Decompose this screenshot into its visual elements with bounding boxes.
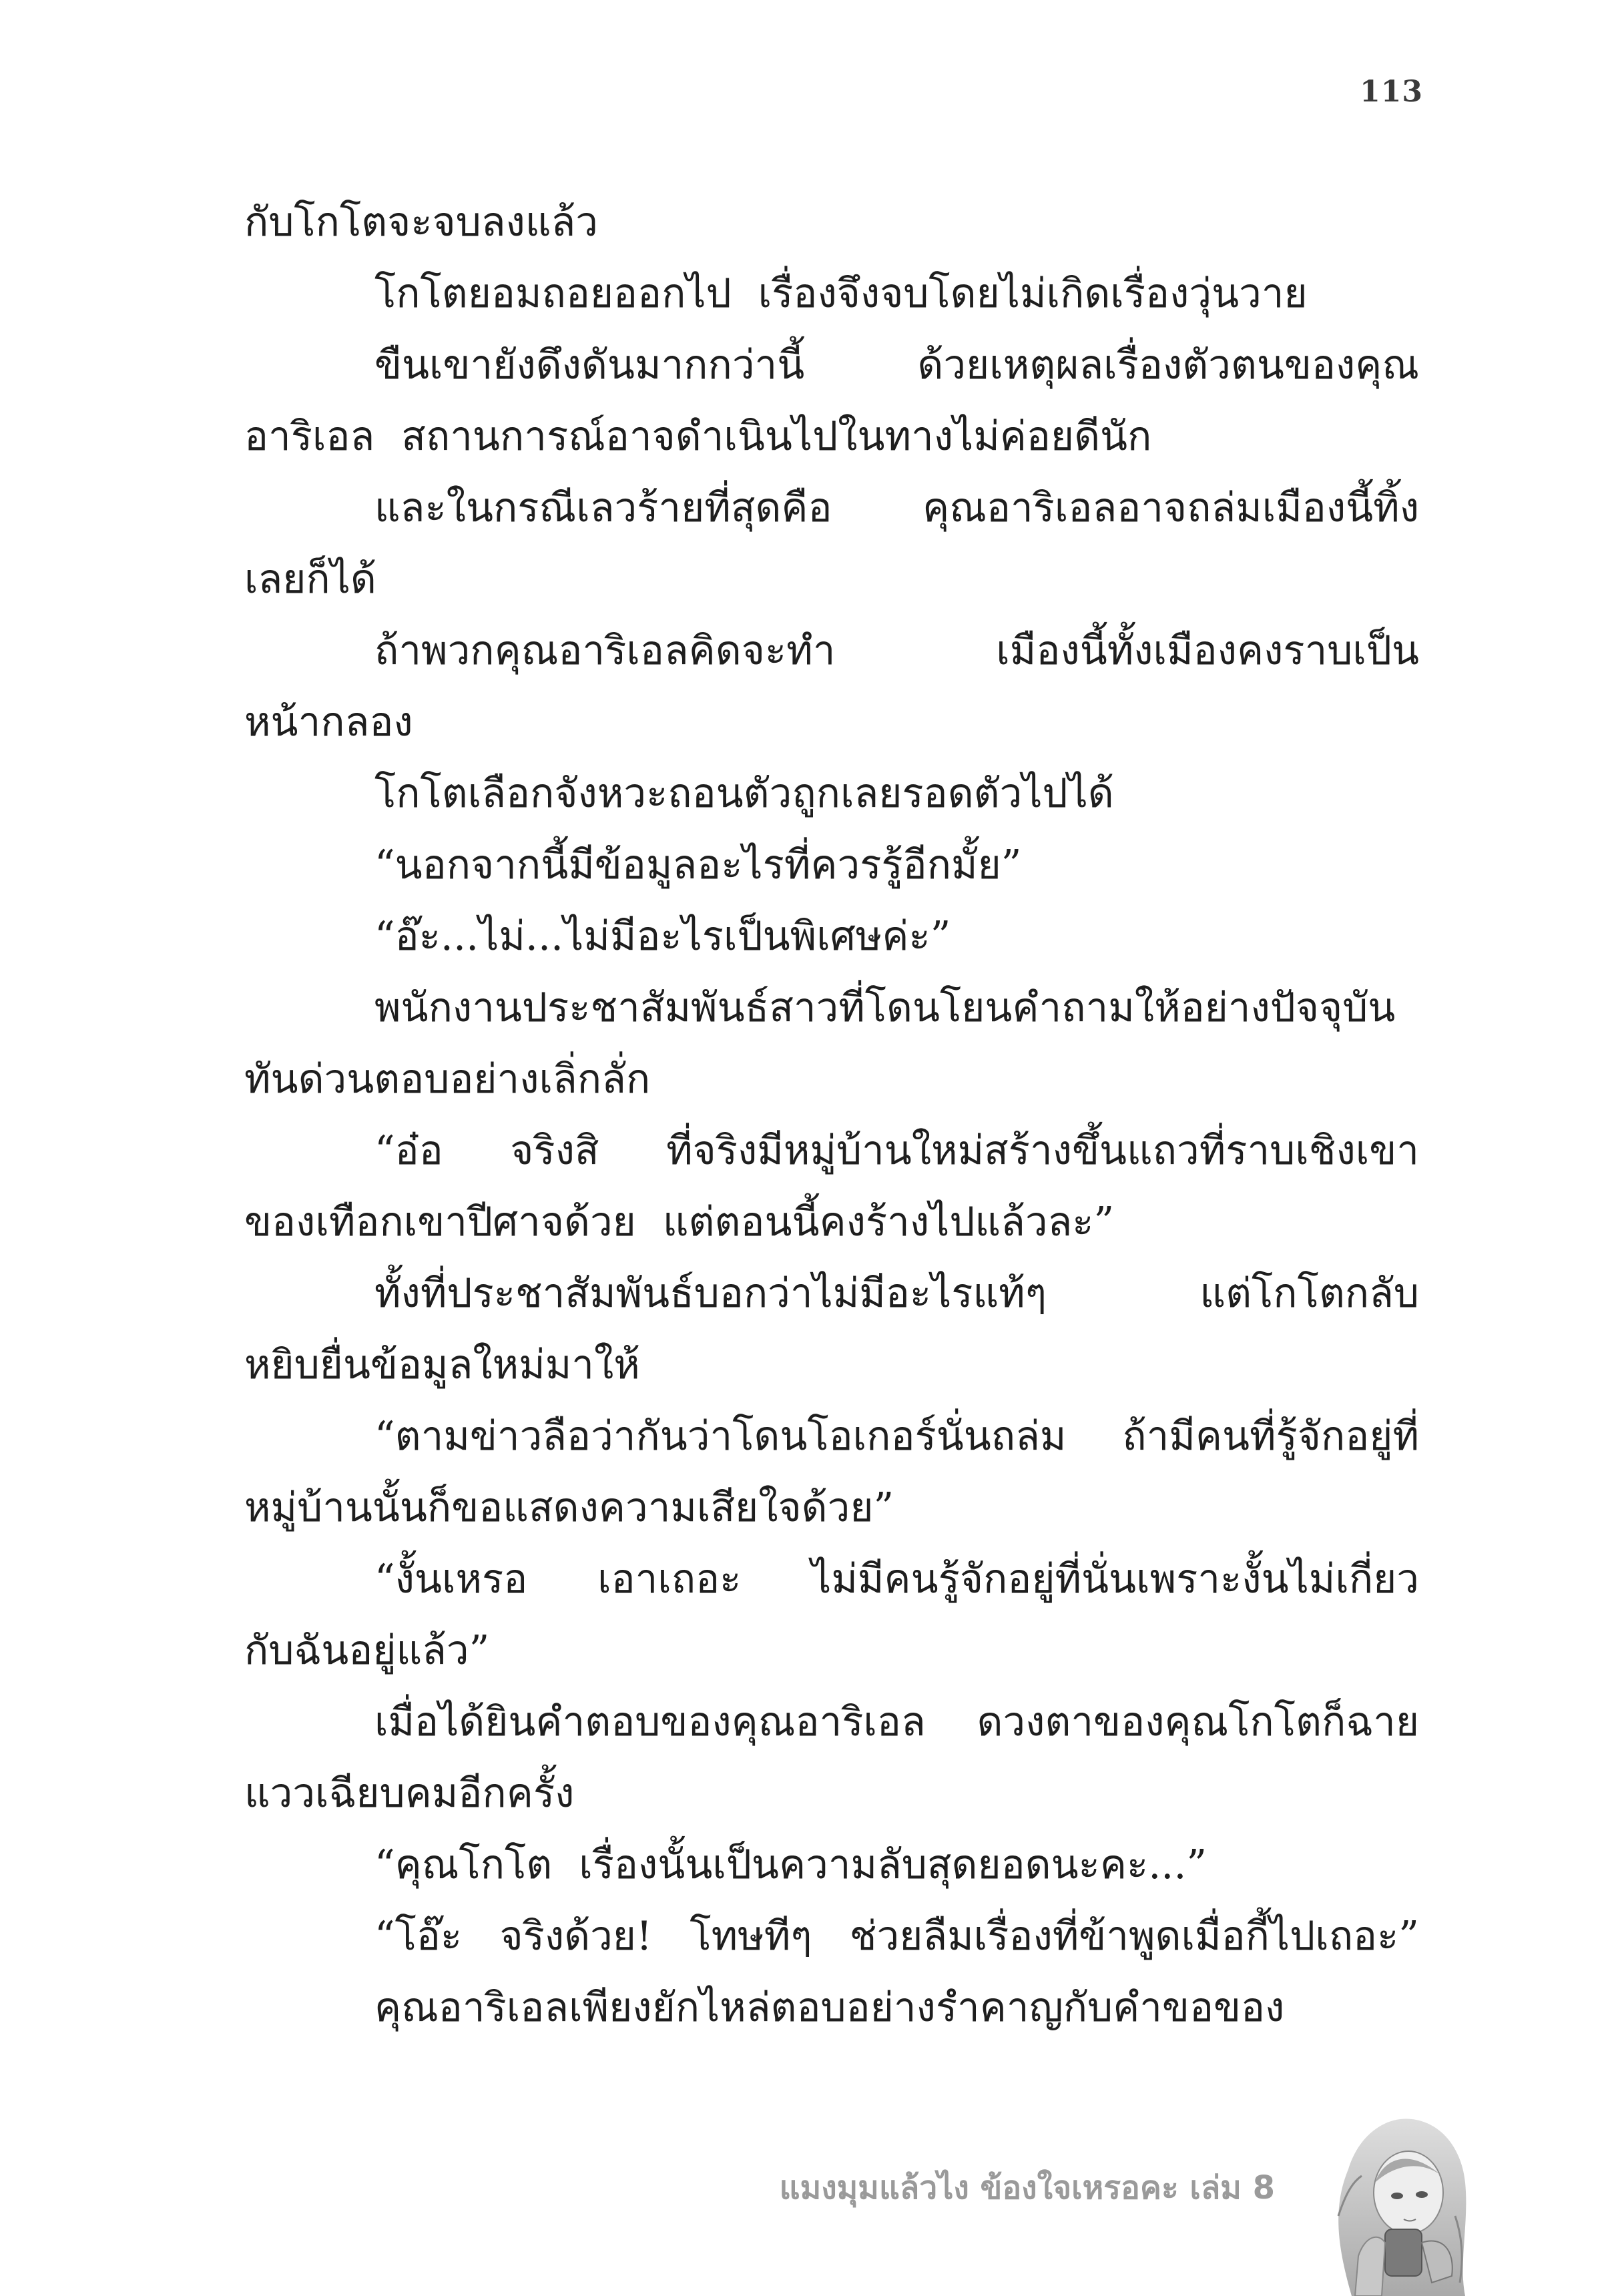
text-segment: แววเฉียบคมอีกครั้ง: [244, 1770, 575, 1817]
text-line: [244, 1758, 1419, 1829]
text-line: [244, 401, 1419, 473]
text-segment: ขืนเขายังดึงดันมากกว่านี้: [374, 342, 805, 388]
text-line: [244, 1044, 1419, 1115]
body-text: [244, 187, 1419, 2044]
text-line: [244, 972, 1419, 1044]
text-segment: ด้วยเหตุผลเรื่องตัวตนของคุณ: [917, 342, 1419, 388]
text-segment: เอาเถอะ: [597, 1556, 742, 1603]
text-segment: พนักงานประชาสัมพันธ์สาวที่โดนโยนคำถามให้อย่างปัจจุบัน: [374, 984, 1396, 1031]
text-segment: จริงด้วย!: [499, 1913, 653, 1960]
text-segment: “งั้นเหรอ: [374, 1556, 528, 1603]
text-segment: คุณอาริเอลเพียงยักไหล่ตอบอย่างรำคาญกับคำขอของ: [374, 1984, 1285, 2031]
text-line: [244, 687, 1419, 758]
text-segment: ทั้งที่ประชาสัมพันธ์บอกว่าไม่มีอะไรแท้ๆ: [374, 1270, 1047, 1317]
text-segment: คุณอาริเอลอาจถล่มเมืองนี้ทิ้ง: [922, 485, 1419, 531]
text-line: [244, 187, 1419, 258]
text-segment: “นอกจากนี้มีข้อมูลอะไรที่ควรรู้อีกมั้ย”: [374, 842, 1022, 888]
text-segment: หยิบยื่นข้อมูลใหม่มาให้: [244, 1342, 640, 1388]
text-line: [244, 1615, 1419, 1687]
text-segment: “ตามข่าวลือว่ากันว่าโดนโอเกอร์นั่นถล่ม: [374, 1413, 1067, 1460]
text-line: [244, 1330, 1419, 1401]
running-footer-title: แมงมุมแล้วไง ข้องใจเหรอคะ เล่ม 8: [779, 2169, 1275, 2207]
text-segment: กับฉันอยู่แล้ว”: [244, 1627, 490, 1674]
text-line: [244, 1829, 1419, 1901]
text-segment: และในกรณีเลวร้ายที่สุดคือ: [374, 485, 832, 531]
text-segment: “อ๊ะ...ไม่...ไม่มีอะไรเป็นพิเศษค่ะ”: [374, 913, 951, 960]
text-segment: หมู่บ้านนั้นก็ขอแสดงความเสียใจด้วย”: [244, 1484, 894, 1531]
text-segment: หน้ากลอง: [244, 699, 413, 746]
text-line: [244, 1115, 1419, 1187]
text-segment: ที่จริงมีหมู่บ้านใหม่สร้างขึ้นแถวที่ราบเชิงเขา: [666, 1127, 1419, 1174]
text-line: [244, 258, 1419, 330]
text-segment: “อ๋อ: [374, 1127, 443, 1174]
text-segment: ดวงตาของคุณโกโตก็ฉาย: [977, 1699, 1419, 1745]
text-segment: “โอ๊ะ: [374, 1913, 463, 1960]
text-segment: ช่วยลืมเรื่องที่ข้าพูดเมื่อกี้ไปเถอะ”: [849, 1913, 1419, 1960]
text-segment: เมื่อได้ยินคำตอบของคุณอาริเอล: [374, 1699, 926, 1745]
text-segment: ของเทือกเขาปีศาจด้วย: [244, 1199, 636, 1245]
text-segment: สถานการณ์อาจดำเนินไปในทางไม่ค่อยดีนัก: [401, 413, 1152, 460]
text-line: [244, 901, 1419, 972]
text-segment: แต่ตอนนี้คงร้างไปแล้วละ”: [662, 1199, 1115, 1245]
text-line: [244, 1972, 1419, 2044]
text-line: [244, 330, 1419, 401]
text-line: [244, 1258, 1419, 1330]
text-segment: โกโตเลือกจังหวะถอนตัวถูกเลยรอดตัวไปได้: [374, 770, 1114, 817]
text-line: [244, 758, 1419, 830]
text-segment: ไม่มีคนรู้จักอยู่ที่นั่นเพราะงั้นไม่เกี่ยว: [811, 1556, 1419, 1603]
page-number: 113: [1360, 75, 1423, 109]
text-segment: เลยก็ได้: [244, 556, 376, 603]
text-segment: ถ้ามีคนที่รู้จักอยู่ที่: [1122, 1413, 1419, 1460]
text-segment: อาริเอล: [244, 413, 375, 460]
text-segment: โกโตยอมถอยออกไป: [374, 270, 732, 317]
text-segment: จริงสิ: [510, 1127, 599, 1174]
text-line: [244, 615, 1419, 687]
text-line: [244, 473, 1419, 544]
text-line: [244, 1401, 1419, 1472]
text-line: [244, 1187, 1419, 1258]
text-line: [244, 830, 1419, 901]
text-segment: เรื่องจึงจบโดยไม่เกิดเรื่องวุ่นวาย: [758, 270, 1308, 317]
text-segment: “คุณโกโต: [374, 1841, 553, 1888]
text-segment: โทษทีๆ: [690, 1913, 812, 1960]
text-segment: แต่โกโตกลับ: [1199, 1270, 1419, 1317]
text-line: [244, 544, 1419, 615]
character-illustration: [1312, 2082, 1479, 2296]
text-segment: ทันด่วนตอบอย่างเลิ่กลั่ก: [244, 1056, 651, 1103]
text-segment: ถ้าพวกคุณอาริเอลคิดจะทำ: [374, 627, 836, 674]
text-line: [244, 1901, 1419, 1972]
text-line: [244, 1544, 1419, 1615]
text-segment: เรื่องนั้นเป็นความลับสุดยอดนะคะ...”: [579, 1841, 1207, 1888]
text-line: [244, 1472, 1419, 1544]
text-segment: กับโกโตจะจบลงแล้ว: [244, 199, 598, 246]
text-line: [244, 1687, 1419, 1758]
text-segment: เมืองนี้ทั้งเมืองคงราบเป็น: [996, 627, 1419, 674]
